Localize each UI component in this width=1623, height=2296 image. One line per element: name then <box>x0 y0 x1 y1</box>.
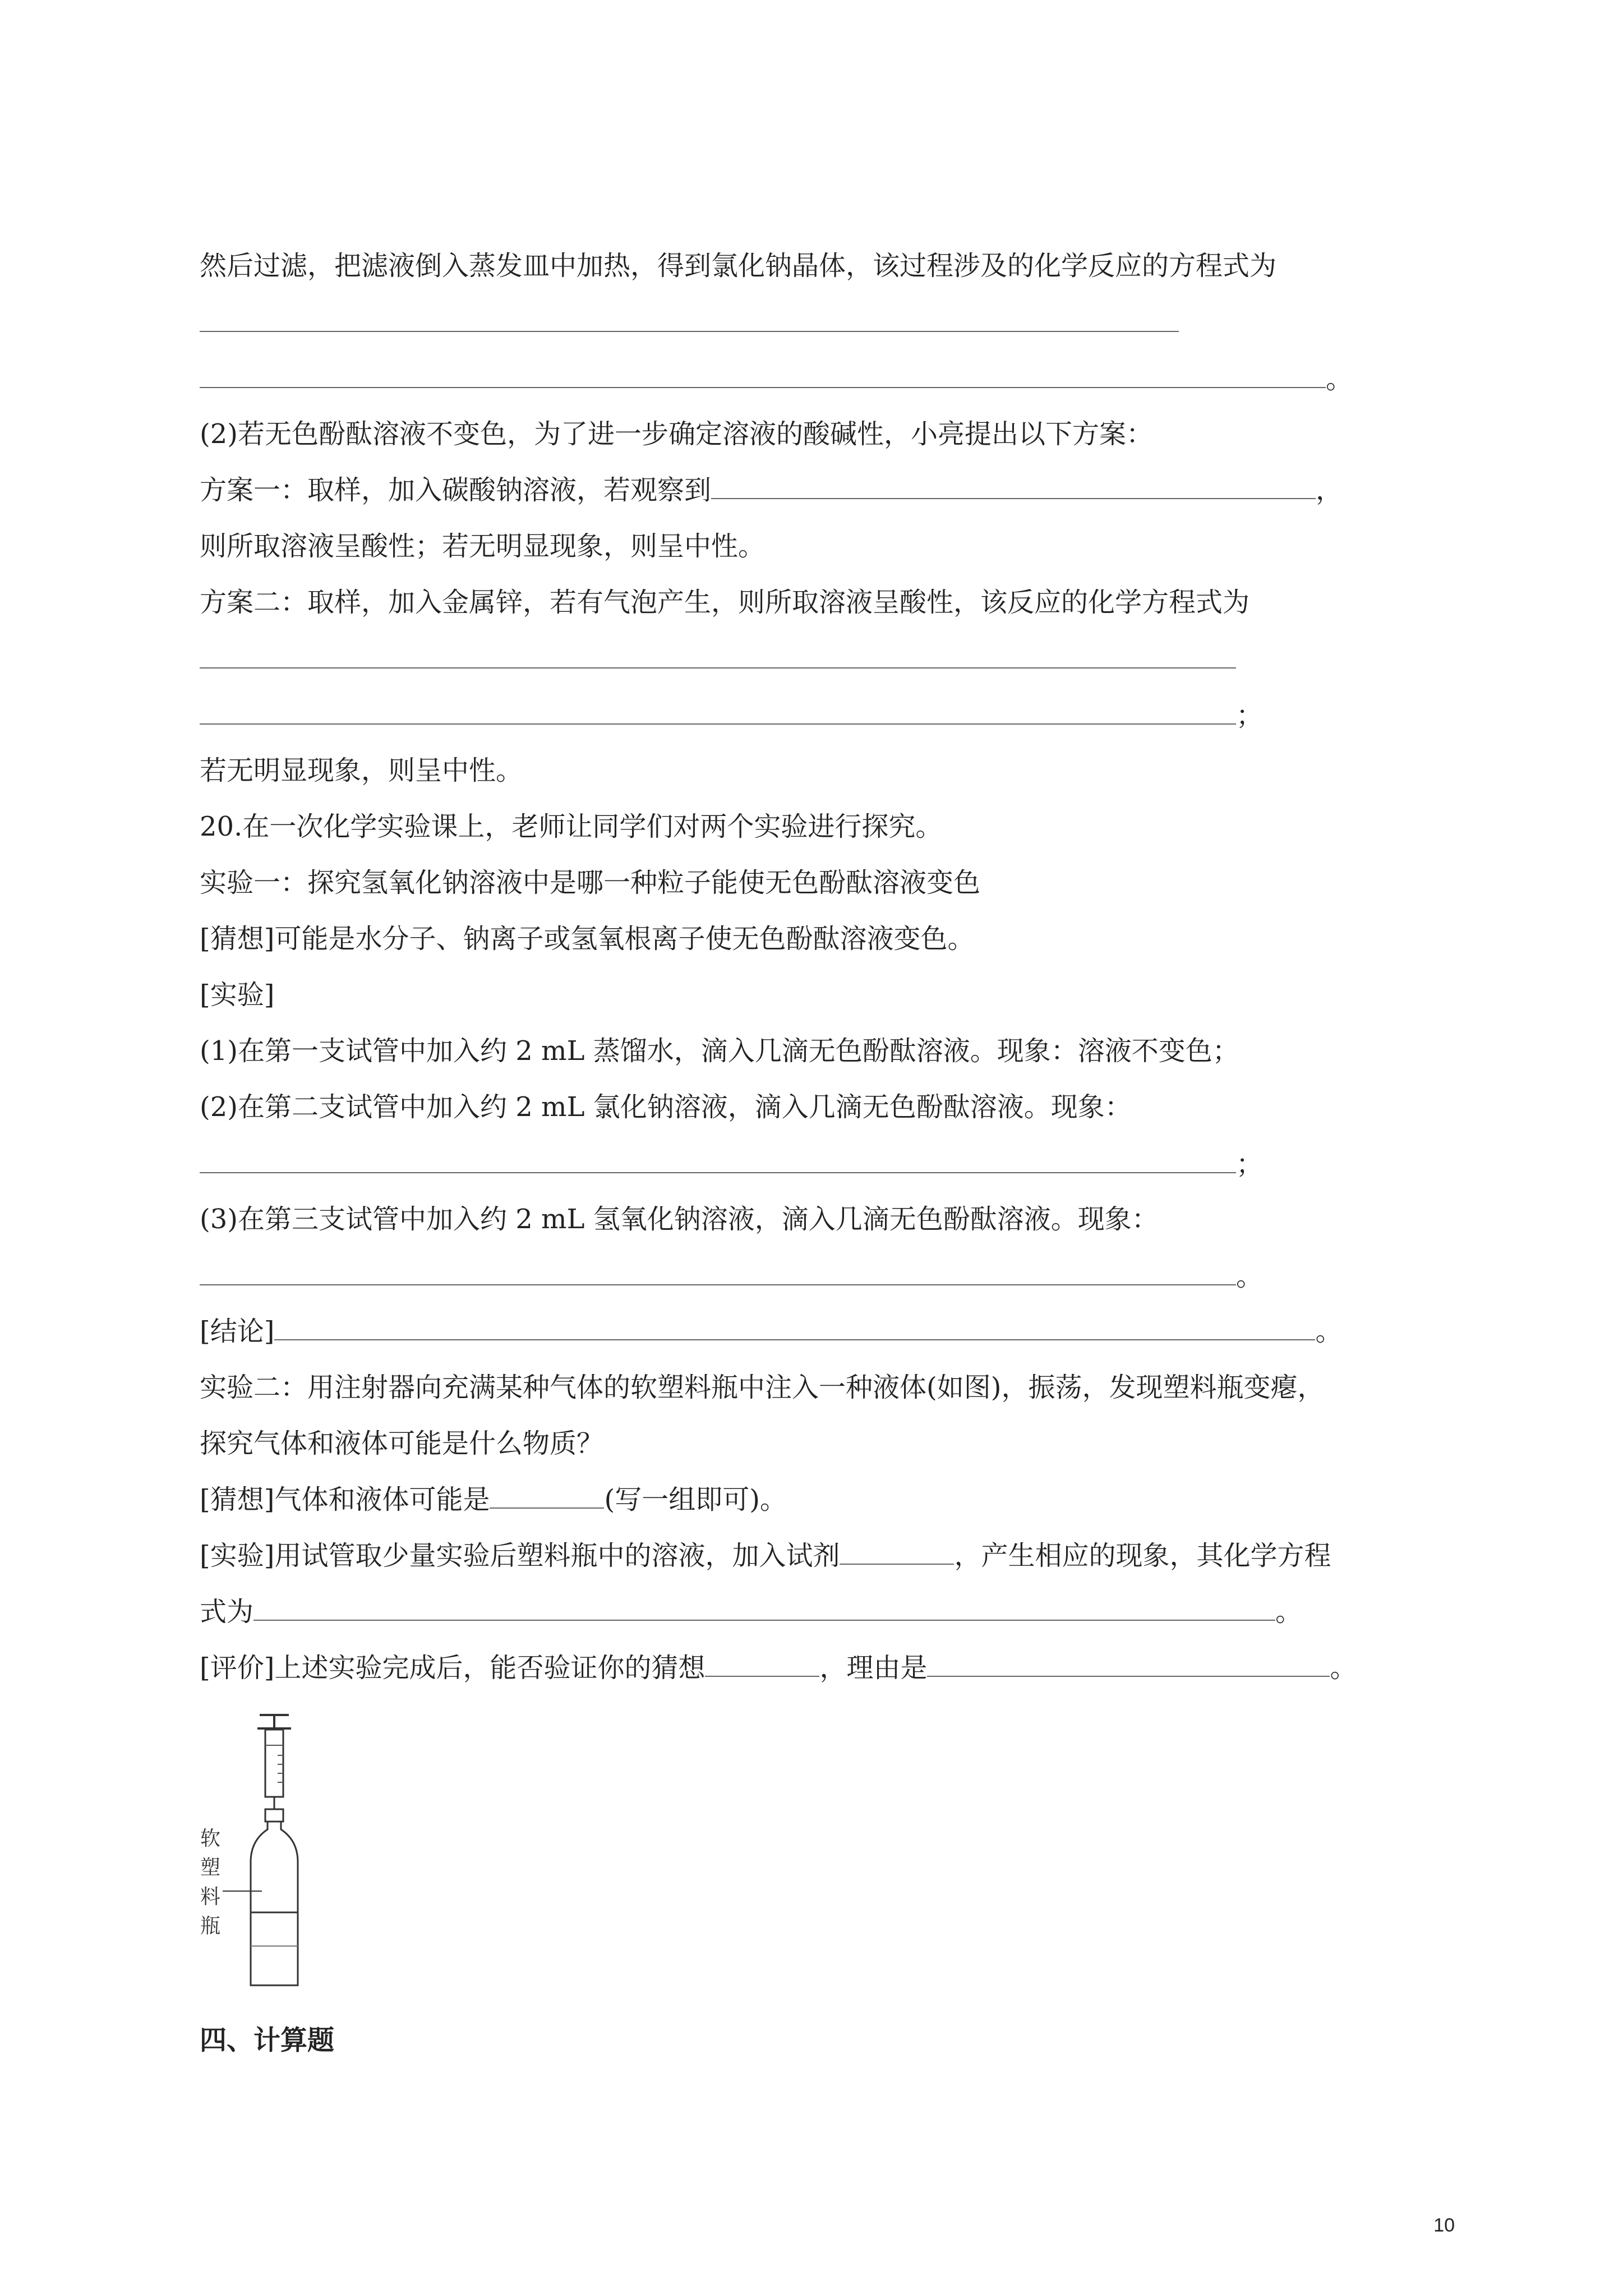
punctuation: ； <box>1236 1149 1264 1180</box>
text: (3)在第三支试管中加入约 2 mL 氢氧化钠溶液，滴入几滴无色酚酞溶液。现象： <box>200 1204 1159 1235</box>
text-line <box>200 1483 787 1516</box>
soft-plastic-bottle-figure <box>199 1711 322 1997</box>
answer-blank[interactable] <box>200 1152 1236 1173</box>
text: [实验]用试管取少量实验后塑料瓶中的溶液，加入试剂 <box>200 1540 840 1571</box>
figure-label-char: 塑 <box>200 1856 221 1879</box>
bottle-body <box>251 1822 298 1985</box>
text: 实验一：探究氢氧化钠溶液中是哪一种粒子能使无色酚酞溶液变色 <box>200 867 981 898</box>
text: 方案一：取样，加入碳酸钠溶液，若观察到 <box>200 474 712 506</box>
answer-line <box>200 362 1353 396</box>
section-heading <box>200 2023 334 2057</box>
text: (写一组即可)。 <box>604 1484 787 1515</box>
syringe-barrel <box>265 1730 283 1797</box>
answer-blank[interactable] <box>253 1599 1275 1621</box>
text: 则所取溶液呈酸性；若无明显现象，则呈中性。 <box>200 531 766 562</box>
punctuation: 。 <box>1326 363 1353 395</box>
answer-blank[interactable] <box>200 1264 1236 1285</box>
text: (2)若无色酚酞溶液不变色，为了进一步确定溶液的酸碱性，小亮提出以下方案： <box>200 418 1153 450</box>
text-line <box>200 1595 1302 1629</box>
question-20 <box>200 810 942 843</box>
text: [猜想]可能是水分子、钠离子或氢氧根离子使无色酚酞溶液变色。 <box>200 923 975 955</box>
text-line <box>200 1202 1159 1236</box>
text-line <box>200 473 1343 507</box>
text: (2)在第二支试管中加入约 2 mL 氯化钠溶液，滴入几滴无色酚酞溶液。现象： <box>200 1091 1132 1123</box>
text: [实验] <box>200 979 275 1011</box>
text: [猜想]气体和液体可能是 <box>200 1484 490 1515</box>
answer-blank[interactable] <box>840 1543 954 1565</box>
text-line <box>200 978 274 1012</box>
figure-label-char: 软 <box>200 1827 221 1850</box>
answer-blank[interactable] <box>711 478 1316 499</box>
punctuation: ； <box>1236 700 1264 731</box>
text-line <box>200 1034 1239 1068</box>
figure-label-char: 料 <box>200 1885 221 1908</box>
text: 探究气体和液体可能是什么物质？ <box>200 1428 604 1459</box>
text: 然后过滤，把滤液倒入蒸发皿中加热，得到氯化钠晶体，该过程涉及的化学反应的方程式为 <box>200 250 1277 282</box>
answer-blank[interactable] <box>274 1319 1315 1340</box>
text-line <box>200 866 980 900</box>
text: [评价]上述实验完成后，能否验证你的猜想 <box>200 1652 706 1684</box>
punctuation: 。 <box>1330 1652 1357 1684</box>
text-line <box>200 417 1153 451</box>
answer-blank[interactable] <box>490 1487 604 1509</box>
text-line <box>200 1427 603 1460</box>
text-line <box>200 922 974 956</box>
text-line <box>200 1315 1342 1348</box>
answer-blank[interactable] <box>705 1656 819 1677</box>
punctuation: 。 <box>1236 1261 1264 1292</box>
answer-line <box>200 1260 1263 1293</box>
punctuation: ， <box>1316 474 1343 506</box>
answer-blank[interactable] <box>927 1656 1330 1677</box>
answer-blank[interactable] <box>200 367 1326 388</box>
text-line <box>200 1651 1357 1685</box>
text-line <box>200 1371 1324 1404</box>
text: [结论] <box>200 1316 275 1347</box>
answer-line <box>200 306 1179 340</box>
text-line <box>200 754 523 787</box>
answer-blank[interactable] <box>200 311 1179 332</box>
text: ，产生相应的现象，其化学方程 <box>954 1540 1331 1571</box>
answer-line <box>200 643 1236 676</box>
text: 式为 <box>200 1596 254 1628</box>
text: 若无明显现象，则呈中性。 <box>200 755 523 786</box>
text: 方案二：取样，加入金属锌，若有气泡产生，则所取溶液呈酸性，该反应的化学方程式为 <box>200 587 1250 618</box>
text: 20.在一次化学实验课上，老师让同学们对两个实验进行探究。 <box>200 811 943 842</box>
punctuation: 。 <box>1275 1596 1303 1628</box>
text-line <box>200 585 1249 619</box>
text-line <box>200 529 765 563</box>
text-line <box>200 1539 1331 1573</box>
bottle-cap <box>265 1809 283 1822</box>
figure-label-char: 瓶 <box>200 1915 221 1938</box>
page-number: 10 <box>1433 2215 1455 2236</box>
text: 实验二：用注射器向充满某种气体的软塑料瓶中注入一种液体(如图)，振荡，发现塑料瓶变瘪， <box>200 1372 1325 1403</box>
answer-line <box>200 1147 1263 1181</box>
text-line <box>200 249 1276 283</box>
punctuation: 。 <box>1315 1316 1343 1347</box>
answer-blank[interactable] <box>200 703 1236 725</box>
heading-text: 四、计算题 <box>200 2025 335 2056</box>
answer-blank[interactable] <box>200 647 1236 668</box>
text: (1)在第一支试管中加入约 2 mL 蒸馏水，滴入几滴无色酚酞溶液。现象：溶液不变色； <box>200 1035 1239 1067</box>
answer-line <box>200 699 1263 732</box>
text: ，理由是 <box>819 1652 928 1684</box>
text-line <box>200 1090 1132 1124</box>
